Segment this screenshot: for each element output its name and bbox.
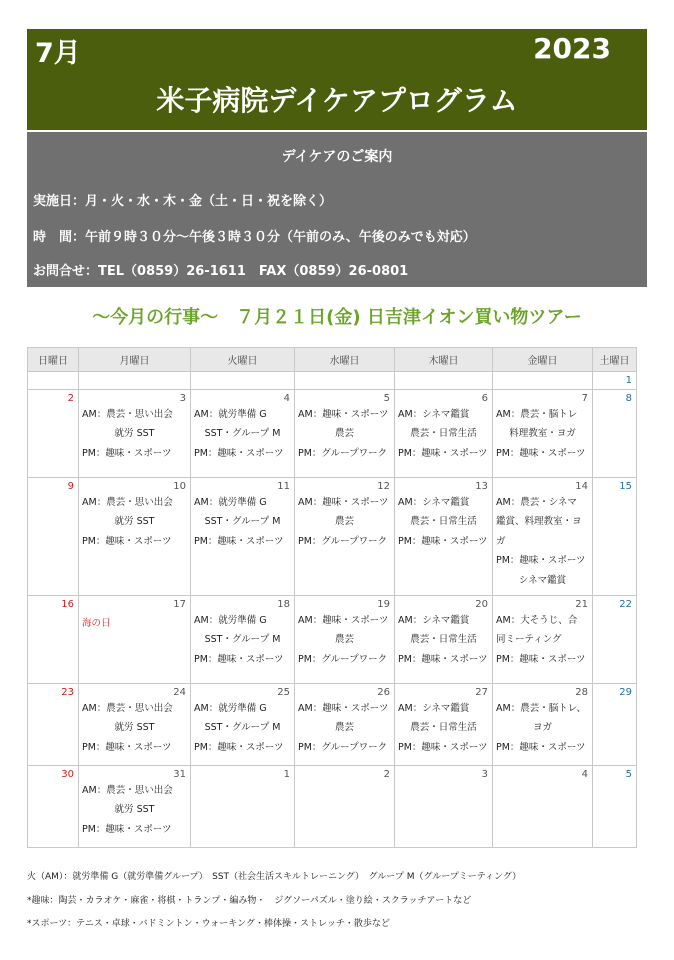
program-line: PM：趣味・スポーツ <box>398 653 488 665</box>
program-line: PM：趣味・スポーツ <box>194 741 284 753</box>
day-number: 3 <box>179 393 186 404</box>
program-line: 農芸・日常生活 <box>410 722 477 734</box>
day-number: 8 <box>625 393 632 404</box>
program-line: AM：趣味・スポーツ <box>298 703 389 714</box>
note-hobby: *趣味：陶芸・カラオケ・麻雀・将棋・トランプ・編み物・ ジグソーパズル・塗り絵・スクラッチアートなど <box>27 896 472 906</box>
calendar-day-cell <box>191 372 295 390</box>
day-number: 14 <box>575 481 588 492</box>
program-line: AM：趣味・スポーツ <box>298 497 389 508</box>
program-line: PM：グループワーク <box>298 535 388 547</box>
calendar-day-cell <box>79 372 191 390</box>
program-line: AM：シネマ鑑賞 <box>398 615 470 626</box>
day-number: 1 <box>625 375 632 386</box>
program-line: 鑑賞、料理教室・ヨ <box>496 516 582 528</box>
program-line: PM：趣味・スポーツ <box>82 741 172 753</box>
day-number: 19 <box>377 599 390 610</box>
calendar-day-cell <box>493 766 593 848</box>
program-line: 同ミーティング <box>496 634 562 646</box>
program-line: PM：趣味・スポーツ <box>82 823 172 835</box>
program-line: 就労 SST <box>114 722 155 734</box>
program-line: 農芸 <box>334 722 354 734</box>
program-line: SST・グループ M <box>204 516 281 528</box>
day-number: 11 <box>277 481 290 492</box>
day-number: 6 <box>481 393 488 404</box>
day-number: 17 <box>173 599 186 610</box>
day-number <box>295 372 394 387</box>
day-number: 21 <box>575 599 588 610</box>
holiday-label: 海の日 <box>82 618 111 629</box>
day-number: 16 <box>61 599 74 610</box>
note-abbreviations: 火（AM）：就労準備 G（就労準備グループ） SST（社会生活スキルトレーニング） グループ M（グループミーティング） <box>27 872 522 882</box>
day-number: 3 <box>481 769 488 780</box>
page-title: 米子病院デイケアプログラム <box>156 84 518 117</box>
day-number: 4 <box>283 393 290 404</box>
weekday-sat: 土曜日 <box>593 348 637 372</box>
program-line: PM：趣味・スポーツ <box>82 535 172 547</box>
calendar-day-cell <box>493 390 593 478</box>
program-line: PM：グループワーク <box>298 741 388 753</box>
day-number: 18 <box>277 599 290 610</box>
calendar-day-cell <box>191 390 295 478</box>
calendar-day-cell <box>79 766 191 848</box>
program-line: 農芸・日常生活 <box>410 428 477 440</box>
calendar-day-cell <box>79 478 191 596</box>
program-line: SST・グループ M <box>204 722 281 734</box>
calendar-day-cell <box>493 684 593 766</box>
info-heading: デイケアのご案内 <box>281 149 393 165</box>
day-number: 5 <box>625 769 632 780</box>
day-number: 29 <box>619 687 632 698</box>
weekday-header-row <box>28 348 637 372</box>
day-number: 30 <box>61 769 74 780</box>
day-number <box>191 372 294 387</box>
calendar-day-cell <box>593 596 637 684</box>
day-number: 31 <box>173 769 186 780</box>
program-line: PM：趣味・スポーツ <box>82 447 172 459</box>
program-line: AM：就労準備 G <box>194 703 267 714</box>
calendar-day-cell <box>593 766 637 848</box>
program-line: AM：農芸・思い出会 <box>82 785 173 796</box>
program-line: ヨガ <box>532 722 552 734</box>
program-line: AM：就労準備 G <box>194 409 267 420</box>
program-line: PM：趣味・スポーツ <box>496 653 586 665</box>
calendar-day-cell <box>295 596 395 684</box>
program-line: 就労 SST <box>114 804 155 816</box>
program-line: AM：農芸・脳トレ、 <box>496 703 586 714</box>
program-line: 農芸・日常生活 <box>410 516 477 528</box>
calendar-day-cell <box>593 372 637 390</box>
day-number: 15 <box>619 481 632 492</box>
program-line: 就労 SST <box>114 516 155 528</box>
day-number: 9 <box>67 481 74 492</box>
calendar-day-cell <box>295 372 395 390</box>
calendar-week-row <box>28 684 637 766</box>
program-line: SST・グループ M <box>204 634 281 646</box>
day-number: 10 <box>173 481 186 492</box>
day-number: 4 <box>581 769 588 780</box>
month-label: 7月 <box>35 38 81 69</box>
program-line: AM：趣味・スポーツ <box>298 409 389 420</box>
program-line: 農芸 <box>334 428 354 440</box>
calendar-day-cell <box>79 596 191 684</box>
program-line: PM：趣味・スポーツ <box>398 535 488 547</box>
calendar-day-cell <box>191 684 295 766</box>
program-line: AM：シネマ鑑賞 <box>398 703 470 714</box>
weekday-mon: 月曜日 <box>79 348 191 372</box>
calendar-day-cell <box>493 596 593 684</box>
day-number <box>395 372 492 387</box>
note-sports: *スポーツ：テニス・卓球・バドミントン・ウォーキング・棒体操・ストレッチ・散歩など <box>27 919 390 929</box>
day-number: 2 <box>383 769 390 780</box>
day-number: 1 <box>283 769 290 780</box>
calendar-week-row <box>28 596 637 684</box>
calendar-week-row <box>28 766 637 848</box>
calendar-day-cell <box>395 766 493 848</box>
day-number: 27 <box>475 687 488 698</box>
calendar-day-cell <box>295 766 395 848</box>
program-line: AM：シネマ鑑賞 <box>398 497 470 508</box>
program-line: シネマ鑑賞 <box>518 574 567 586</box>
program-line: AM：農芸・脳トレ <box>496 409 578 420</box>
day-number: 5 <box>383 393 390 404</box>
program-line: AM：大そうじ、合 <box>496 615 578 626</box>
calendar-day-cell <box>395 372 493 390</box>
calendar-day-cell <box>28 390 79 478</box>
program-line: 農芸 <box>334 516 354 528</box>
program-line: PM：趣味・スポーツ <box>496 555 586 567</box>
program-line: 就労 SST <box>114 428 155 440</box>
day-number: 2 <box>67 393 74 404</box>
day-number: 12 <box>377 481 390 492</box>
program-line: 農芸 <box>334 634 354 646</box>
header-banner <box>27 29 647 130</box>
program-line: PM：趣味・スポーツ <box>194 447 284 459</box>
weekday-wed: 水曜日 <box>295 348 395 372</box>
calendar-day-cell <box>79 684 191 766</box>
day-number <box>79 372 190 387</box>
program-line: PM：趣味・スポーツ <box>194 653 284 665</box>
weekday-sun: 日曜日 <box>28 348 79 372</box>
calendar-day-cell <box>295 684 395 766</box>
calendar-day-cell <box>295 478 395 596</box>
info-contact: お問合せ：TEL（0859）26-1611 FAX（0859）26-0801 <box>33 264 409 279</box>
calendar-day-cell <box>593 390 637 478</box>
program-line: SST・グループ M <box>204 428 281 440</box>
program-line: AM：農芸・シネマ <box>496 497 577 508</box>
weekday-fri: 金曜日 <box>493 348 593 372</box>
program-line: PM：趣味・スポーツ <box>398 447 488 459</box>
day-number: 22 <box>619 599 632 610</box>
day-number: 24 <box>173 687 186 698</box>
program-line: 料理教室・ヨガ <box>509 428 576 440</box>
info-days: 実施日：月・火・水・木・金（土・日・祝を除く） <box>33 194 333 209</box>
program-line: PM：趣味・スポーツ <box>398 741 488 753</box>
calendar-day-cell <box>79 390 191 478</box>
info-hours: 時 間：午前９時３０分～午後３時３０分（午前のみ、午後のみでも対応） <box>33 230 476 245</box>
calendar-day-cell <box>395 684 493 766</box>
program-line: ガ <box>496 535 506 547</box>
program-line: AM：シネマ鑑賞 <box>398 409 470 420</box>
day-number: 25 <box>277 687 290 698</box>
calendar-week-row <box>28 372 637 390</box>
day-number: 7 <box>581 393 588 404</box>
program-line: AM：農芸・思い出会 <box>82 703 173 714</box>
calendar-day-cell <box>395 596 493 684</box>
program-line: PM：グループワーク <box>298 653 388 665</box>
calendar-day-cell <box>191 478 295 596</box>
program-line: AM：趣味・スポーツ <box>298 615 389 626</box>
weekday-tue: 火曜日 <box>191 348 295 372</box>
calendar-day-cell <box>593 684 637 766</box>
monthly-event: ～今月の行事～ ７月２１日(金) 日吉津イオン買い物ツアー <box>92 307 582 328</box>
program-line: AM：就労準備 G <box>194 615 267 626</box>
program-line: PM：趣味・スポーツ <box>194 535 284 547</box>
year-label: 2023 <box>533 32 611 65</box>
program-line: 農芸・日常生活 <box>410 634 477 646</box>
calendar-day-cell <box>28 372 79 390</box>
calendar-day-cell <box>395 390 493 478</box>
day-number: 26 <box>377 687 390 698</box>
info-panel <box>27 132 647 287</box>
calendar-day-cell <box>493 372 593 390</box>
calendar-day-cell <box>295 390 395 478</box>
calendar-table <box>27 347 637 848</box>
calendar-day-cell <box>28 596 79 684</box>
program-line: PM：グループワーク <box>298 447 388 459</box>
program-line: AM：農芸・思い出会 <box>82 409 173 420</box>
calendar-day-cell <box>191 596 295 684</box>
calendar-week-row <box>28 390 637 478</box>
day-number: 28 <box>575 687 588 698</box>
calendar-day-cell <box>28 684 79 766</box>
day-number <box>28 372 78 387</box>
calendar-day-cell <box>28 478 79 596</box>
calendar-day-cell <box>28 766 79 848</box>
calendar-day-cell <box>191 766 295 848</box>
weekday-thu: 木曜日 <box>395 348 493 372</box>
calendar-day-cell <box>395 478 493 596</box>
day-number: 13 <box>475 481 488 492</box>
calendar-day-cell <box>493 478 593 596</box>
calendar-day-cell <box>593 478 637 596</box>
program-line: PM：趣味・スポーツ <box>496 447 586 459</box>
day-number <box>493 372 592 387</box>
program-line: AM：農芸・思い出会 <box>82 497 173 508</box>
day-number: 20 <box>475 599 488 610</box>
program-line: PM：趣味・スポーツ <box>496 741 586 753</box>
day-number: 23 <box>61 687 74 698</box>
calendar-week-row <box>28 478 637 596</box>
program-line: AM：就労準備 G <box>194 497 267 508</box>
